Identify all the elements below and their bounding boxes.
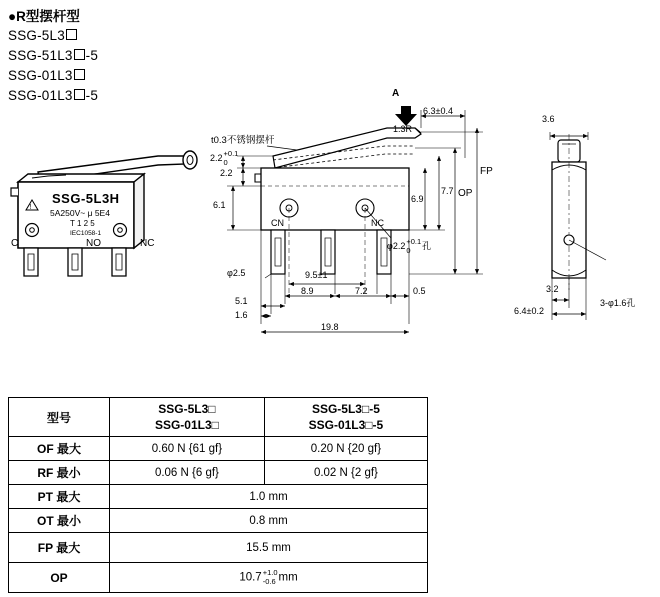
model-1: SSG-5L3 <box>8 26 238 46</box>
row-rf-col1: 0.06 N {6 gf} <box>110 461 265 485</box>
header-col-2 <box>264 398 427 437</box>
header-col-2-line-1: SSG-5L3□-5 <box>311 402 380 416</box>
terminal-label-c: C <box>11 238 19 249</box>
row-rf-col2: 0.02 N {2 gf} <box>264 461 427 485</box>
svg-text:IEC1058-1: IEC1058-1 <box>70 230 102 237</box>
table-row <box>9 461 428 485</box>
dim-0-5: 0.5 <box>413 286 426 296</box>
header-col-1 <box>110 398 265 437</box>
dim-3-2: 3.2 <box>546 284 559 294</box>
op-nominal: 10.7 <box>239 571 262 584</box>
box-glyph <box>74 69 85 80</box>
model-2: SSG-51L3 -5 <box>8 48 99 63</box>
svg-text:T 1 2 5: T 1 2 5 <box>70 219 95 228</box>
model-4: SSG-01L3 -5 <box>8 88 99 103</box>
label-op: OP <box>458 188 473 199</box>
row-label-of: OF 最大 <box>9 437 110 461</box>
dim-19-8: 19.8 <box>321 322 339 332</box>
header-col-1-line-1: SSG-5L3□ <box>158 402 216 416</box>
lever-note: t0.3不锈钢摆杆 <box>211 135 275 146</box>
table-row <box>9 509 428 533</box>
dim-2-2: 2.2 <box>220 168 233 178</box>
svg-text:5A250V~ μ 5E4: 5A250V~ μ 5E4 <box>50 208 110 218</box>
svg-text:!: ! <box>29 204 32 211</box>
header-col-2-line-2: SSG-01L3□-5 <box>308 418 384 432</box>
table-row <box>9 533 428 563</box>
header-model: 型号 <box>9 398 110 437</box>
dim-3-6: 3.6 <box>542 114 555 124</box>
table-row <box>9 563 428 593</box>
front-dimension-drawing <box>210 88 505 378</box>
box-glyph <box>74 49 85 60</box>
row-op-value <box>110 563 428 593</box>
label-cn: CN <box>271 218 284 228</box>
dim-7-7: 7.7 <box>441 186 454 196</box>
dim-1-3R: 1.3R <box>393 124 413 134</box>
row-ot-value: 0.8 mm <box>110 509 428 533</box>
dim-8-9: 8.9 <box>301 286 314 296</box>
dim-5-1: 5.1 <box>235 296 248 306</box>
row-pt-value: 1.0 mm <box>110 485 428 509</box>
model-3: SSG-01L3 <box>8 66 238 86</box>
side-dimension-drawing <box>510 110 655 350</box>
dim-9-5: 9.5±1 <box>305 270 328 280</box>
spec-table <box>8 397 428 593</box>
label-fp: FP <box>480 166 493 177</box>
row-label-rf: RF 最小 <box>9 461 110 485</box>
op-unit: mm <box>278 571 298 584</box>
dim-6-3: 6.3±0.4 <box>423 106 453 116</box>
title-block <box>8 8 238 106</box>
row-fp-value: 15.5 mm <box>110 533 428 563</box>
row-label-fp: FP 最大 <box>9 533 110 563</box>
row-of-col2: 0.20 N {20 gf} <box>264 437 427 461</box>
dim-6-4: 6.4±0.2 <box>514 306 544 316</box>
hole-note-3-phi1-6: 3-φ1.6孔 <box>600 298 636 308</box>
dim-6-9: 6.9 <box>411 194 424 204</box>
row-label-op: OP <box>9 563 110 593</box>
page-title: ●R型摆杆型 <box>8 9 80 24</box>
table-header-row <box>9 398 428 437</box>
op-tol-upper: +1.0 <box>262 568 278 577</box>
box-glyph <box>66 29 77 40</box>
op-tol-lower: -0.6 <box>262 576 276 586</box>
dim-7-2: 7.2 <box>355 286 368 296</box>
arrow-label-a: A <box>392 88 400 99</box>
table-row <box>9 485 428 509</box>
row-of-col1: 0.60 N {61 gf} <box>110 437 265 461</box>
dim-2-2-tol: 2.2+0.1 0 <box>210 149 239 167</box>
table-row <box>9 437 428 461</box>
dim-6-1: 6.1 <box>213 200 226 210</box>
dim-1-6: 1.6 <box>235 310 248 320</box>
terminal-label-nc: NC <box>140 238 155 249</box>
terminal-label-no: NO <box>86 238 101 249</box>
header-col-1-line-2: SSG-01L3□ <box>154 418 219 432</box>
switch-illustration <box>8 130 213 290</box>
hole-note-phi2-2: φ2.2+0.1 0 孔 <box>387 237 432 255</box>
svg-text:SSG-5L3H: SSG-5L3H <box>52 191 120 206</box>
row-label-pt: PT 最大 <box>9 485 110 509</box>
label-nc: NC <box>371 218 384 228</box>
box-glyph <box>74 89 85 100</box>
row-label-ot: OT 最小 <box>9 509 110 533</box>
dim-phi2-5: φ2.5 <box>227 268 246 278</box>
